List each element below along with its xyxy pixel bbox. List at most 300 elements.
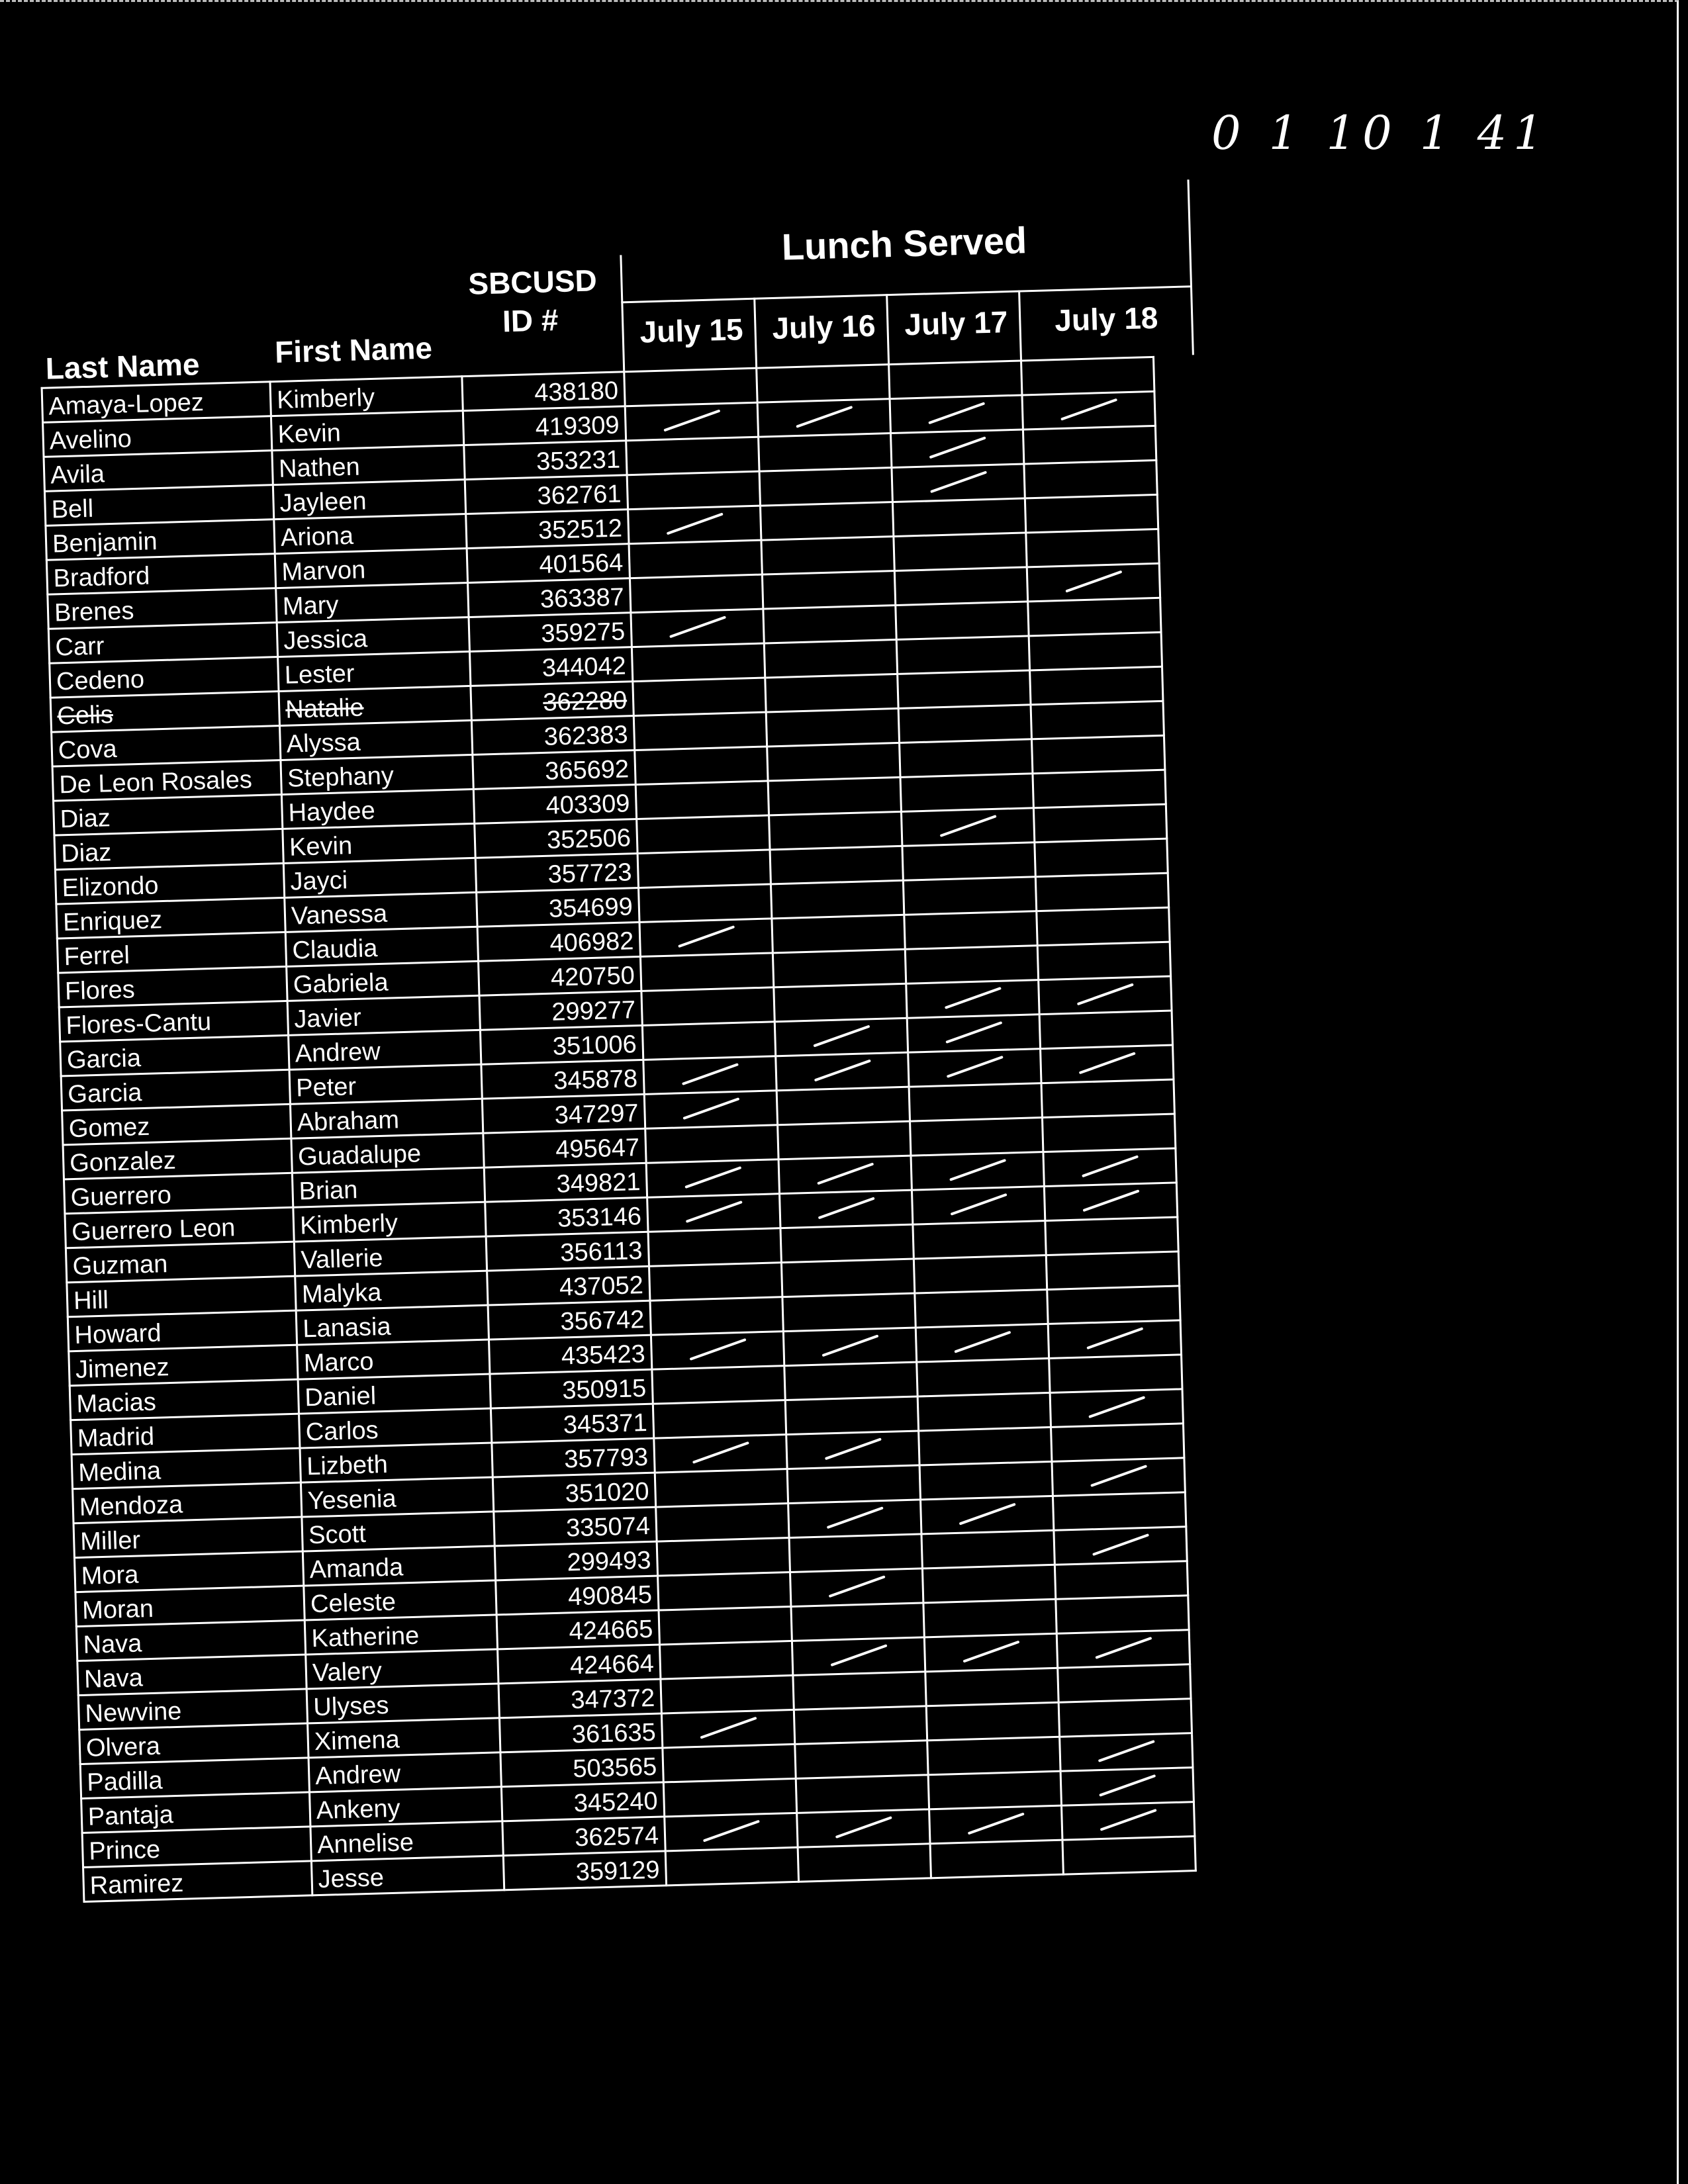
first-name-cell: Kevin [283, 823, 475, 863]
lunch-served-cell [1039, 976, 1172, 1015]
lunch-served-cell [635, 781, 769, 819]
last-name-cell: Bradford [46, 554, 275, 595]
check-mark-icon [1082, 1189, 1139, 1212]
check-mark-icon [813, 1025, 870, 1048]
lunch-served-cell [1055, 1561, 1188, 1600]
first-name-cell: Ximena [308, 1718, 500, 1758]
lunch-served-cell [898, 670, 1031, 709]
first-name-cell: Katherine [305, 1615, 497, 1655]
first-name-heading: First Name [274, 330, 433, 370]
day-heading: July 18 [1054, 300, 1159, 338]
lunch-served-cell [757, 365, 890, 403]
last-name-cell: Bell [44, 485, 273, 526]
lunch-served-cell [780, 1224, 914, 1263]
first-name-cell: Kevin [271, 411, 463, 451]
student-id-cell: 438180 [462, 372, 625, 411]
check-mark-icon [930, 471, 987, 493]
lunch-served-cell [776, 1052, 909, 1091]
first-name-cell: Valery [306, 1649, 498, 1689]
lunch-served-cell [782, 1293, 915, 1332]
student-id-cell: 352512 [466, 510, 629, 549]
check-mark-icon [944, 987, 1001, 1009]
last-name-cell: Gonzalez [63, 1138, 292, 1179]
lunch-served-cell [783, 1328, 916, 1366]
check-mark-icon [821, 1334, 878, 1357]
lunch-served-cell [896, 602, 1029, 640]
lunch-served-cell [919, 1427, 1052, 1465]
lunch-served-cell [793, 1672, 926, 1710]
student-id-cell: 362280 [471, 682, 633, 721]
lunch-served-cell [661, 1675, 794, 1713]
lunch-served-cell [1021, 357, 1154, 395]
lunch-served-cell [924, 1633, 1057, 1672]
student-id-cell: 401564 [467, 544, 630, 583]
check-mark-icon [818, 1197, 874, 1219]
last-name-cell: Avila [44, 451, 273, 492]
lunch-served-cell [923, 1599, 1056, 1637]
last-name-cell: Madrid [71, 1414, 300, 1455]
lunch-served-cell [656, 1504, 789, 1542]
last-name-cell: Carr [48, 623, 277, 664]
lunch-served-cell [767, 743, 900, 781]
check-mark-icon [681, 1063, 738, 1085]
last-name-cell: Elizondo [55, 863, 284, 904]
lunch-roster-table [41, 356, 1197, 1903]
first-name-cell: Lester [278, 651, 471, 691]
lunch-served-cell [1048, 1320, 1181, 1359]
student-id-cell: 349821 [484, 1163, 647, 1202]
lunch-served-cell [1062, 1837, 1196, 1875]
lunch-served-cell [1031, 735, 1164, 774]
lunch-served-cell [1041, 1045, 1174, 1083]
student-id-cell: 350915 [490, 1369, 653, 1408]
lunch-served-cell [789, 1534, 922, 1572]
lunch-served-cell [911, 1152, 1044, 1191]
lunch-served-cell [900, 774, 1033, 812]
first-name-cell: Javier [287, 995, 480, 1035]
student-id-cell: 406982 [477, 922, 640, 961]
first-name-cell: Vallerie [294, 1236, 487, 1276]
first-name-cell: Amanda [303, 1546, 495, 1586]
lunch-served-cell [930, 1840, 1063, 1878]
last-name-cell: Flores-Cantu [59, 1001, 288, 1042]
check-mark-icon [945, 1021, 1002, 1044]
first-name-cell: Kimberly [270, 377, 463, 416]
last-name-cell: Ramirez [83, 1861, 312, 1902]
first-name-cell: Kimberly [293, 1202, 486, 1242]
lunch-served-cell [781, 1259, 914, 1297]
last-name-cell: Pantaja [81, 1792, 310, 1833]
lunch-served-cell [657, 1538, 790, 1576]
check-mark-icon [950, 1193, 1007, 1216]
check-mark-icon [967, 1812, 1024, 1835]
lunch-served-cell [642, 1022, 775, 1060]
first-name-cell: Ulyses [306, 1684, 499, 1723]
last-name-cell: Cova [52, 726, 281, 767]
first-name-cell: Gabriela [287, 961, 479, 1001]
lunch-served-cell [1056, 1596, 1189, 1634]
check-mark-icon [666, 512, 723, 535]
lunch-served-cell [926, 1702, 1059, 1741]
check-mark-icon [830, 1644, 887, 1666]
first-name-cell: Peter [289, 1064, 482, 1104]
lunch-served-cell [787, 1465, 920, 1504]
lunch-served-cell [794, 1706, 927, 1745]
lunch-served-cell [763, 605, 896, 643]
student-id-cell: 345240 [501, 1782, 664, 1821]
last-name-cell: Ferrel [57, 932, 286, 973]
lunch-served-cell [786, 1431, 919, 1469]
lunch-served-cell [1045, 1217, 1178, 1255]
last-name-cell: Celis [50, 692, 279, 733]
lunch-served-cell [915, 1324, 1049, 1362]
lunch-served-cell [663, 1744, 796, 1782]
lunch-served-cell [1033, 770, 1166, 808]
check-mark-icon [826, 1506, 883, 1529]
check-mark-icon [939, 815, 996, 837]
lunch-served-cell [1025, 494, 1158, 533]
check-mark-icon [796, 406, 853, 428]
lunch-served-cell [1053, 1492, 1186, 1531]
student-id-cell: 403309 [473, 785, 636, 824]
lunch-served-cell [659, 1641, 792, 1679]
lunch-served-heading: Lunch Served [781, 219, 1027, 268]
last-name-cell: Miller [73, 1517, 303, 1558]
lunch-served-cell [913, 1221, 1046, 1259]
first-name-cell: Andrew [289, 1030, 481, 1069]
last-name-cell: Diaz [54, 794, 283, 835]
check-mark-icon [1065, 570, 1122, 593]
lunch-served-cell [649, 1263, 782, 1301]
lunch-served-cell [892, 498, 1025, 537]
check-mark-icon [684, 1166, 741, 1189]
first-name-cell: Nathen [272, 445, 465, 485]
lunch-served-cell [1047, 1286, 1180, 1324]
first-name-cell: Daniel [298, 1374, 491, 1414]
check-mark-icon [1099, 1774, 1156, 1797]
lunch-served-cell [1033, 804, 1166, 842]
lunch-served-cell [1022, 391, 1155, 430]
check-mark-icon [663, 409, 720, 432]
last-name-cell: Garcia [61, 1069, 290, 1111]
lunch-served-cell [902, 842, 1035, 881]
lunch-served-cell [778, 1156, 912, 1194]
lunch-served-cell [1054, 1527, 1187, 1565]
lunch-served-cell [633, 712, 767, 751]
lunch-served-cell [929, 1805, 1062, 1844]
check-mark-icon [685, 1201, 742, 1223]
lunch-served-cell [757, 399, 890, 437]
lunch-served-cell [791, 1603, 924, 1641]
lunch-served-cell [760, 502, 893, 541]
student-id-cell: 353231 [464, 441, 627, 480]
lunch-served-cell [909, 1083, 1042, 1122]
lunch-served-cell [1024, 460, 1157, 498]
lunch-served-cell [629, 540, 762, 578]
lunch-served-cell [663, 1778, 796, 1817]
first-name-cell: Stephany [281, 754, 473, 794]
student-id-cell: 345371 [491, 1404, 653, 1443]
lunch-served-cell [1027, 563, 1160, 602]
first-name-cell: Ariona [274, 514, 467, 554]
first-name-cell: Jessica [277, 617, 469, 657]
lunch-served-cell [1031, 701, 1164, 739]
last-name-cell: Nava [76, 1620, 305, 1661]
lunch-served-cell [1030, 666, 1163, 705]
check-mark-icon [1098, 1740, 1154, 1762]
check-mark-icon [959, 1503, 1015, 1525]
student-id-cell: 357723 [475, 854, 638, 893]
lunch-served-cell [652, 1366, 785, 1404]
check-mark-icon [692, 1441, 749, 1464]
lunch-served-cell [643, 1056, 776, 1095]
check-mark-icon [928, 402, 985, 424]
lunch-served-cell [919, 1461, 1053, 1500]
lunch-served-cell [910, 1118, 1043, 1156]
lunch-served-cell [665, 1813, 798, 1851]
lunch-served-cell [908, 1049, 1041, 1087]
check-mark-icon [1078, 1052, 1135, 1074]
lunch-served-cell [798, 1844, 931, 1882]
first-name-cell: Ankeny [309, 1787, 502, 1827]
student-id-cell: 420750 [479, 956, 641, 995]
check-mark-icon [1095, 1637, 1152, 1659]
last-name-cell: Garcia [60, 1035, 289, 1076]
lunch-served-cell [894, 533, 1027, 571]
student-id-cell: 362574 [502, 1817, 665, 1856]
last-name-cell: Medina [71, 1448, 301, 1489]
first-name-cell: Jayci [283, 858, 476, 897]
lunch-served-cell [1039, 1011, 1172, 1049]
lunch-served-cell [912, 1187, 1045, 1225]
lunch-served-cell [892, 464, 1025, 502]
lunch-served-cell [915, 1289, 1048, 1328]
check-mark-icon [824, 1437, 881, 1460]
last-name-cell: Amaya-Lopez [42, 382, 271, 423]
student-id-cell: 359129 [503, 1851, 666, 1890]
lunch-served-cell [647, 1194, 780, 1232]
lunch-served-cell [907, 1015, 1040, 1053]
first-name-cell: Alyssa [279, 720, 472, 760]
lunch-served-cell [644, 1091, 777, 1129]
lunch-served-cell [1052, 1458, 1185, 1496]
lunch-served-cell [658, 1572, 791, 1611]
lunch-served-cell [1035, 873, 1168, 911]
lunch-served-cell [653, 1400, 786, 1439]
student-id-cell: 424664 [498, 1645, 661, 1684]
last-name-cell: Hill [67, 1276, 296, 1317]
last-name-cell: Mora [74, 1551, 303, 1592]
lunch-served-cell [903, 877, 1036, 915]
check-mark-icon [1100, 1809, 1156, 1831]
student-id-cell: 435423 [489, 1335, 652, 1374]
check-mark-icon [682, 1097, 739, 1120]
day-heading: July 17 [904, 304, 1009, 342]
lunch-served-cell [900, 739, 1033, 778]
lunch-served-cell [914, 1255, 1047, 1294]
last-name-cell: Howard [68, 1310, 297, 1351]
lunch-served-cell [770, 846, 903, 884]
first-name-cell: Marco [297, 1340, 490, 1379]
lunch-served-cell [761, 537, 894, 575]
check-mark-icon [700, 1717, 757, 1739]
lunch-served-cell [785, 1396, 918, 1435]
student-id-cell: 335074 [494, 1507, 657, 1546]
first-name-cell: Claudia [285, 927, 478, 966]
lunch-served-cell [766, 708, 899, 747]
first-name-cell: Annelise [310, 1821, 503, 1861]
lunch-served-cell [792, 1637, 925, 1676]
first-name-cell: Vanessa [285, 892, 477, 932]
lunch-served-cell [1023, 426, 1156, 464]
lunch-served-cell [901, 808, 1034, 846]
roster-body [42, 357, 1196, 1901]
lunch-served-cell [891, 430, 1024, 468]
lunch-served-cell [1058, 1699, 1192, 1737]
lunch-served-cell [921, 1496, 1054, 1534]
lunch-served-cell [640, 953, 773, 991]
lunch-served-cell [917, 1392, 1051, 1431]
lunch-served-cell [917, 1358, 1050, 1396]
lunch-served-cell [776, 1087, 910, 1125]
check-mark-icon [946, 1056, 1003, 1078]
id-heading-top: SBCUSD [467, 263, 598, 301]
check-mark-icon [1076, 983, 1133, 1005]
lunch-served-cell [790, 1569, 923, 1607]
student-id-cell: 437052 [487, 1266, 650, 1305]
check-mark-icon [817, 1162, 874, 1185]
lunch-served-cell [762, 571, 895, 610]
lunch-served-cell [637, 850, 771, 888]
check-mark-icon [835, 1816, 892, 1839]
lunch-served-cell [773, 949, 906, 987]
handwritten-note: 0 1 10 1 41 [1211, 106, 1550, 160]
last-name-cell: Olvera [79, 1723, 308, 1764]
lunch-served-cell [645, 1125, 778, 1163]
check-mark-icon [1088, 1396, 1145, 1418]
check-mark-icon [678, 925, 735, 948]
check-mark-icon [1060, 398, 1117, 421]
lunch-served-cell [928, 1771, 1061, 1809]
lunch-served-cell [1044, 1183, 1177, 1221]
lunch-served-cell [759, 468, 892, 506]
student-id-cell: 490845 [496, 1576, 659, 1615]
lunch-served-cell [927, 1737, 1060, 1775]
last-name-cell: Gomez [62, 1104, 291, 1145]
lunch-served-cell [641, 987, 774, 1026]
last-name-cell: Cedeno [50, 657, 279, 698]
id-heading-bottom: ID # [502, 302, 559, 339]
student-id-cell: 363387 [468, 578, 631, 617]
last-name-cell: Nava [77, 1655, 306, 1696]
lunch-served-cell [764, 639, 897, 678]
lunch-served-cell [1062, 1802, 1195, 1841]
lunch-served-cell [1037, 907, 1170, 946]
day-heading: July 15 [639, 312, 744, 349]
last-name-cell: Flores [58, 966, 287, 1007]
last-name-cell: Macias [70, 1379, 299, 1420]
check-mark-icon [1086, 1327, 1143, 1349]
first-name-cell: Jesse [311, 1856, 504, 1895]
student-id-cell: 299277 [479, 991, 642, 1030]
student-id-cell: 419309 [463, 406, 626, 445]
first-name-cell: Abraham [290, 1099, 483, 1138]
student-id-cell: 365692 [473, 751, 635, 790]
lunch-served-cell [890, 395, 1023, 433]
lunch-served-cell [797, 1809, 930, 1848]
check-mark-icon [689, 1338, 746, 1361]
check-mark-icon [1092, 1533, 1149, 1556]
lunch-served-cell [630, 574, 763, 613]
student-id-cell: 353146 [485, 1197, 648, 1236]
first-name-cell: Carlos [299, 1408, 492, 1448]
lunch-served-cell [625, 402, 758, 441]
lunch-served-cell [768, 777, 901, 815]
last-name-cell: Moran [75, 1586, 305, 1627]
student-id-cell: 351020 [492, 1473, 655, 1512]
lunch-served-cell [889, 361, 1022, 399]
student-id-cell: 362383 [471, 716, 634, 755]
lunch-served-cell [661, 1709, 794, 1748]
lunch-served-cell [774, 983, 907, 1022]
student-id-cell: 356113 [486, 1232, 649, 1271]
last-name-heading: Last Name [45, 347, 201, 386]
lunch-served-cell [633, 678, 766, 716]
last-name-cell: Benjamin [46, 520, 275, 561]
student-id-cell: 357793 [492, 1438, 655, 1477]
last-name-cell: Jimenez [69, 1345, 298, 1386]
lunch-served-cell [635, 747, 768, 785]
lunch-served-cell [894, 567, 1027, 606]
lunch-served-cell [655, 1469, 788, 1508]
student-id-cell: 362761 [465, 475, 628, 514]
check-mark-icon [702, 1820, 759, 1843]
student-id-cell: 347297 [482, 1094, 645, 1133]
lunch-served-cell [921, 1530, 1055, 1569]
check-mark-icon [929, 436, 986, 459]
lunch-served-cell [904, 911, 1037, 950]
lunch-served-cell [659, 1606, 792, 1645]
first-name-cell: Haydee [281, 789, 474, 829]
last-name-cell: Brenes [48, 588, 277, 629]
lunch-served-cell [1058, 1664, 1191, 1703]
lunch-served-cell [788, 1500, 921, 1538]
first-name-cell: Guadalupe [291, 1133, 484, 1173]
check-mark-icon [1090, 1465, 1147, 1487]
lunch-served-cell [628, 506, 761, 544]
lunch-served-cell [905, 946, 1038, 984]
last-name-cell: Mendoza [73, 1482, 302, 1524]
lunch-served-cell [1060, 1768, 1194, 1806]
lunch-served-cell [795, 1741, 928, 1779]
check-mark-icon [962, 1641, 1019, 1663]
lunch-served-cell [1029, 632, 1162, 670]
lunch-served-cell [1056, 1630, 1190, 1668]
lunch-served-cell [1043, 1148, 1176, 1187]
lunch-served-cell [1046, 1251, 1179, 1290]
check-mark-icon [814, 1060, 870, 1082]
lunch-served-cell [624, 368, 757, 406]
last-name-cell: Guerrero Leon [65, 1207, 294, 1248]
last-name-cell: De Leon Rosales [52, 760, 281, 801]
student-id-cell: 495647 [483, 1128, 646, 1167]
lunch-served-cell [769, 811, 902, 850]
last-name-cell: Prince [82, 1827, 311, 1868]
day-heading: July 16 [771, 308, 876, 346]
lunch-served-cell [627, 471, 760, 510]
lunch-served-cell [898, 705, 1031, 743]
lunch-served-cell [651, 1332, 784, 1370]
